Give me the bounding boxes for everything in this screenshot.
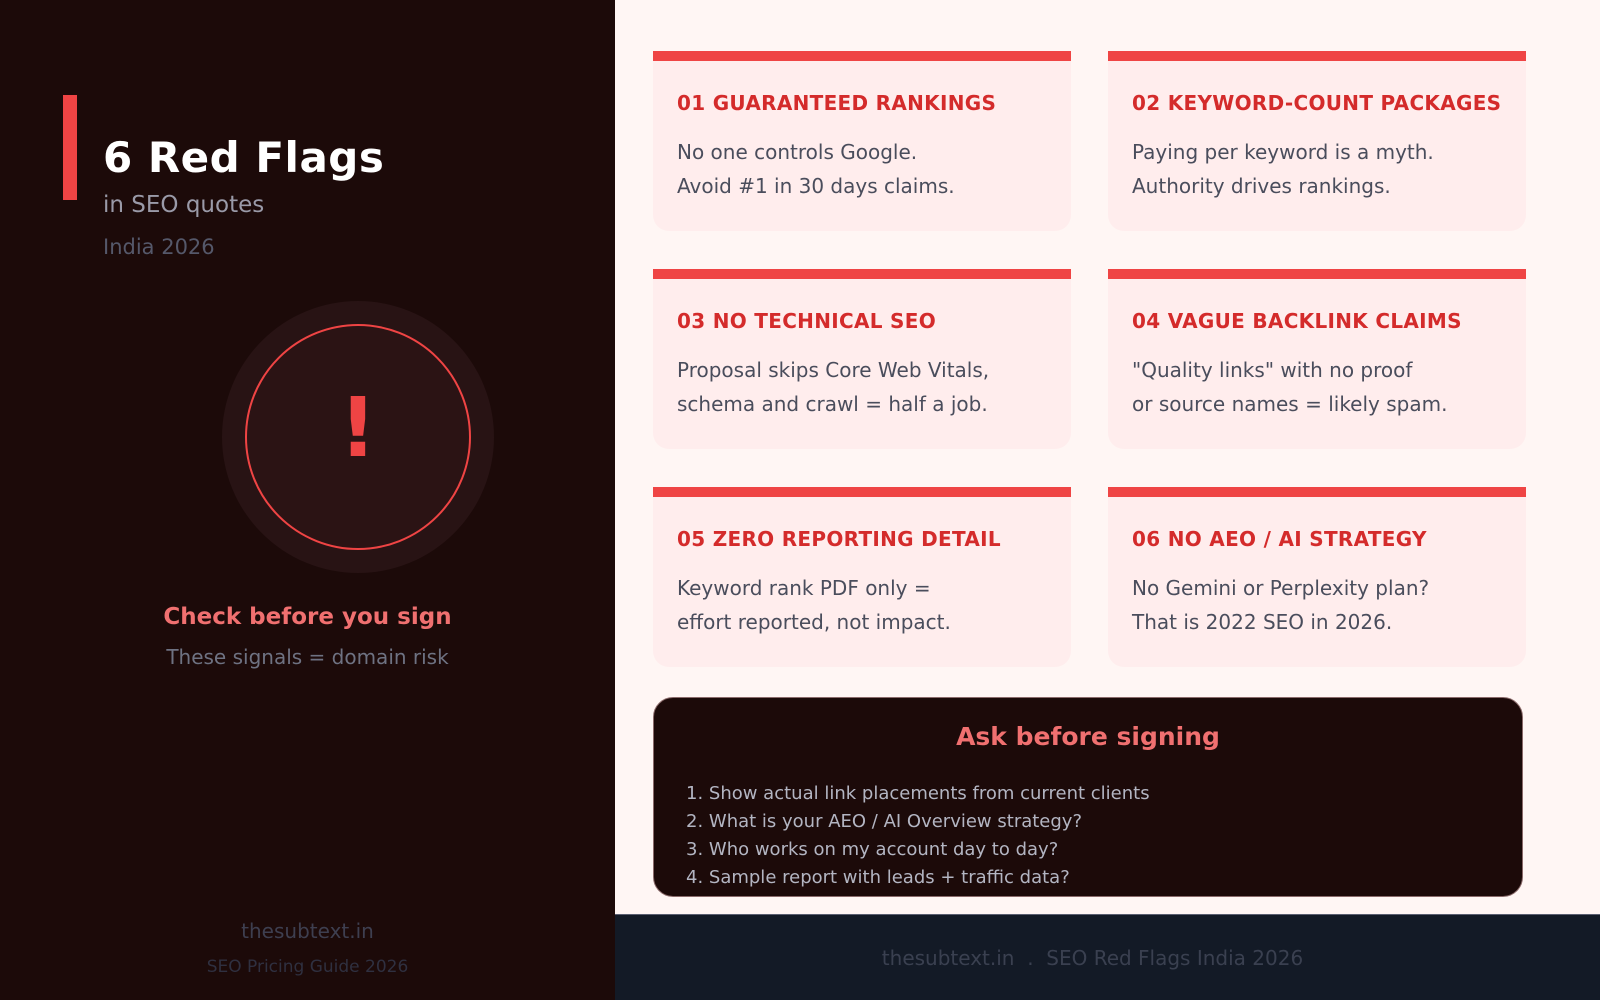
question-item: 2. What is your AEO / AI Overview strategy? xyxy=(686,811,1083,832)
red-flag-card xyxy=(1108,487,1526,667)
card-line: No one controls Google. xyxy=(677,140,918,164)
site-name: thesubtext.in xyxy=(241,919,374,943)
page-title: 6 Red Flags xyxy=(103,133,385,182)
red-flag-card xyxy=(653,269,1071,449)
card-line: schema and crawl = half a job. xyxy=(677,392,988,416)
card-line: "Quality links" with no proof xyxy=(1132,358,1413,382)
card-line: or source names = likely spam. xyxy=(1132,392,1448,416)
card-body xyxy=(677,353,989,421)
card-title: 06 NO AEO / AI STRATEGY xyxy=(1132,527,1427,551)
card-body xyxy=(1132,571,1429,639)
card-body xyxy=(1132,353,1447,421)
question-item: 1. Show actual link placements from current clients xyxy=(686,783,1150,804)
card-line: No Gemini or Perplexity plan? xyxy=(1132,576,1430,600)
red-flag-card xyxy=(1108,51,1526,231)
card-title: 03 NO TECHNICAL SEO xyxy=(677,309,937,333)
red-flag-card xyxy=(1108,269,1526,449)
question-list xyxy=(686,780,1150,892)
card-body xyxy=(677,135,955,203)
year-label: India 2026 xyxy=(103,235,215,259)
question-item: 4. Sample report with leads + traffic data? xyxy=(686,867,1070,888)
card-title: 05 ZERO REPORTING DETAIL xyxy=(677,527,1001,551)
card-line: Paying per keyword is a myth. xyxy=(1132,140,1434,164)
card-line: That is 2022 SEO in 2026. xyxy=(1132,610,1393,634)
card-title: 04 VAGUE BACKLINK CLAIMS xyxy=(1132,309,1462,333)
card-body xyxy=(1132,135,1434,203)
check-subtitle: These signals = domain risk xyxy=(166,645,449,669)
footer-text: thesubtext.in . SEO Red Flags India 2026 xyxy=(881,945,1304,970)
red-flag-card xyxy=(653,487,1071,667)
card-accent-bar xyxy=(1108,487,1526,497)
card-line: Avoid #1 in 30 days claims. xyxy=(677,174,955,198)
red-flag-card xyxy=(653,51,1071,231)
card-line: Proposal skips Core Web Vitals, xyxy=(677,358,990,382)
card-accent-bar xyxy=(1108,51,1526,61)
ask-title: Ask before signing xyxy=(956,722,1220,751)
footer xyxy=(615,914,1600,1000)
page-subtitle: in SEO quotes xyxy=(103,192,265,218)
card-accent-bar xyxy=(653,51,1071,61)
card-line: effort reported, not impact. xyxy=(677,610,951,634)
card-title: 02 KEYWORD-COUNT PACKAGES xyxy=(1132,91,1502,115)
question-item: 3. Who works on my account day to day? xyxy=(686,839,1059,860)
card-accent-bar xyxy=(653,487,1071,497)
guide-name: SEO Pricing Guide 2026 xyxy=(206,957,409,977)
card-line: Authority drives rankings. xyxy=(1132,174,1391,198)
card-title: 01 GUARANTEED RANKINGS xyxy=(677,91,997,115)
ask-before-signing-box xyxy=(653,697,1523,897)
card-line: Keyword rank PDF only = xyxy=(677,576,931,600)
left-panel xyxy=(0,0,615,1000)
exclamation-icon: ! xyxy=(339,381,377,476)
card-accent-bar xyxy=(653,269,1071,279)
check-title: Check before you sign xyxy=(163,604,452,630)
card-body xyxy=(677,571,951,639)
card-accent-bar xyxy=(1108,269,1526,279)
accent-bar xyxy=(63,95,77,200)
